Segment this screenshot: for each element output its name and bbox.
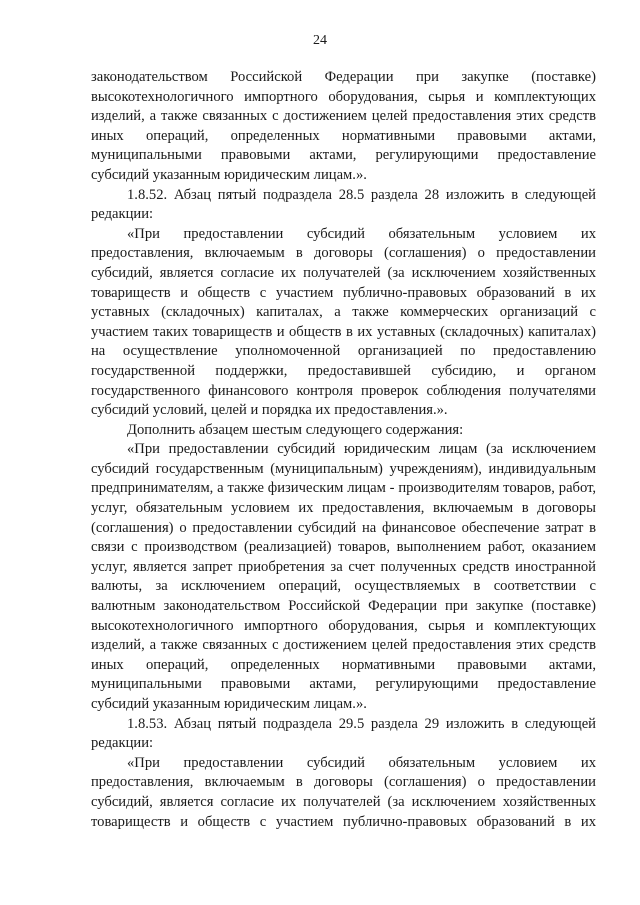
document-body: [91, 68, 596, 832]
paragraph-3: «При предоставлении субсидий обязательным условием их предоставления, включаемым в договоры (соглашения) о предоставлении субсидий, является согласие их получателей (за исключением хозяйственных товариществ и обществ с участием публично-правовых образований в их уставных (складочных) капиталах, а также коммерческих организаций с участием таких товариществ и обществ в их уставных (складочных) капиталах) на осуществление уполномоченной организацией по предоставлению государственной поддержки, предоставившей субсидию, и органом государственного финансового контроля проверок соблюдения получателями субсидий условий, целей и порядка их предоставления.».: [91, 225, 596, 419]
paragraph-5: «При предоставлении субсидий юридическим лицам (за исключением субсидий государственным (муниципальным) учреждениям), индивидуальным предпринимателям, а также физическим лицам - производителям товаров, работ, услуг, обязательным условием их предоставления, включаемым в договоры (соглашения) о предоставлении субсидий на финансовое обеспечение затрат в связи с производством (реализацией) товаров, выполнением работ, оказанием услуг, является запрет приобретения за счет полученных средств иностранной валюты, за исключением операций, осуществляемых в соответствии с валютным законодательством Российской Федерации при закупке (поставке) высокотехнологичного импортного оборудования, сырья и комплектующих изделий, а также связанных с достижением целей предоставления этих средств иных операций, определенных нормативными правовыми актами, муниципальными правовыми актами, регулирующими предоставление субсидий указанным юридическим лицам.».: [91, 441, 596, 712]
paragraph-4: Дополнить абзацем шестым следующего содержания:: [127, 421, 464, 438]
paragraph-2: 1.8.52. Абзац пятый подраздела 28.5 раздела 28 изложить в следующей редакции:: [91, 186, 596, 223]
paragraph-6: 1.8.53. Абзац пятый подраздела 29.5 раздела 29 изложить в следующей редакции:: [91, 715, 596, 752]
page-number: 24: [313, 33, 327, 48]
paragraph-1: законодательством Российской Федерации при закупке (поставке) высокотехнологичного импортного оборудования, сырья и комплектующих изделий, а также связанных с достижением целей предоставления этих средств иных операций, определенных нормативными правовыми актами, муниципальными правовыми актами, регулирующими предоставление субсидий указанным юридическим лицам.».: [91, 69, 596, 183]
paragraph-7: «При предоставлении субсидий обязательным условием их предоставления, включаемым в договоры (соглашения) о предоставлении субсидий, является согласие их получателей (за исключением хозяйственных товариществ и обществ с участием публично-правовых образований в их: [91, 754, 596, 830]
